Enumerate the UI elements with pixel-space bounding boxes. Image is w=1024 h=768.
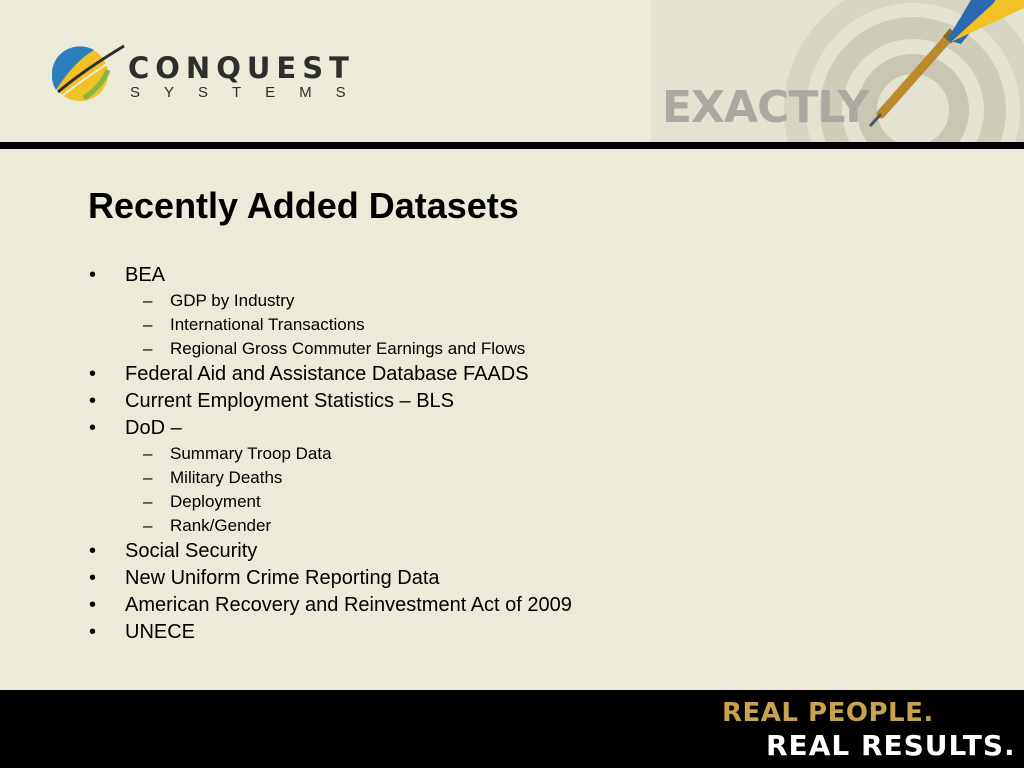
footer-tagline-real-people: REAL PEOPLE.	[722, 698, 934, 728]
bullet-marker: •	[89, 540, 97, 562]
bullet-marker: •	[89, 594, 97, 616]
bullet-text: New Uniform Crime Reporting Data	[125, 567, 440, 589]
bullet-item	[0, 619, 1024, 646]
bullet-text: Current Employment Statistics – BLS	[125, 390, 455, 412]
bullet-marker: •	[89, 264, 97, 286]
bullet-text: DoD –	[125, 417, 182, 439]
sub-bullet-item	[0, 337, 1024, 361]
bullet-item	[0, 538, 1024, 565]
bullet-marker: •	[89, 621, 97, 643]
dash-marker: –	[143, 444, 153, 463]
header-divider	[0, 142, 1024, 149]
sub-bullet-text: International Transactions	[170, 315, 365, 334]
bullet-list	[0, 262, 1024, 646]
bullet-text: BEA	[125, 264, 166, 286]
dash-marker: –	[143, 516, 153, 535]
bullet-item	[0, 592, 1024, 619]
sub-bullet-item	[0, 313, 1024, 337]
dash-marker: –	[143, 339, 153, 358]
bullet-item	[0, 415, 1024, 442]
dash-marker: –	[143, 315, 153, 334]
sub-bullet-item	[0, 514, 1024, 538]
bullet-text: American Recovery and Reinvestment Act of 2009	[125, 594, 572, 616]
slide-header	[0, 0, 1024, 142]
conquest-logo	[44, 36, 384, 106]
sub-bullet-text: Rank/Gender	[170, 516, 272, 535]
bullet-text: Federal Aid and Assistance Database FAADS	[125, 363, 529, 385]
bullet-marker: •	[89, 567, 97, 589]
dash-marker: –	[143, 291, 153, 310]
bullet-text: Social Security	[125, 540, 258, 562]
sub-bullet-text: Deployment	[170, 492, 261, 511]
bullet-text: UNECE	[125, 621, 196, 643]
slide-title: Recently Added Datasets	[88, 185, 519, 226]
bullet-marker: •	[89, 363, 97, 385]
logo-subtitle: SYSTEMS	[130, 84, 370, 101]
sub-bullet-item	[0, 490, 1024, 514]
bullet-item	[0, 361, 1024, 388]
globe-swoosh-icon	[44, 40, 128, 102]
footer-tagline-real-results: REAL RESULTS.	[766, 729, 1016, 762]
sub-bullet-item	[0, 466, 1024, 490]
sub-bullet-text: Regional Gross Commuter Earnings and Flows	[170, 339, 526, 358]
sub-bullet-item	[0, 289, 1024, 313]
bullet-marker: •	[89, 417, 97, 439]
logo-wordmark: CONQUEST	[128, 51, 355, 85]
bullet-item	[0, 565, 1024, 592]
sub-bullet-item	[0, 442, 1024, 466]
sub-bullet-text: Summary Troop Data	[170, 444, 332, 463]
bullet-item	[0, 388, 1024, 415]
dash-marker: –	[143, 492, 153, 511]
bullet-item	[0, 262, 1024, 289]
sub-bullet-text: Military Deaths	[170, 468, 283, 487]
sub-bullet-text: GDP by Industry	[170, 291, 295, 310]
exactly-graphic-text: EXACTLY	[662, 82, 869, 133]
dash-marker: –	[143, 468, 153, 487]
bullet-marker: •	[89, 390, 97, 412]
